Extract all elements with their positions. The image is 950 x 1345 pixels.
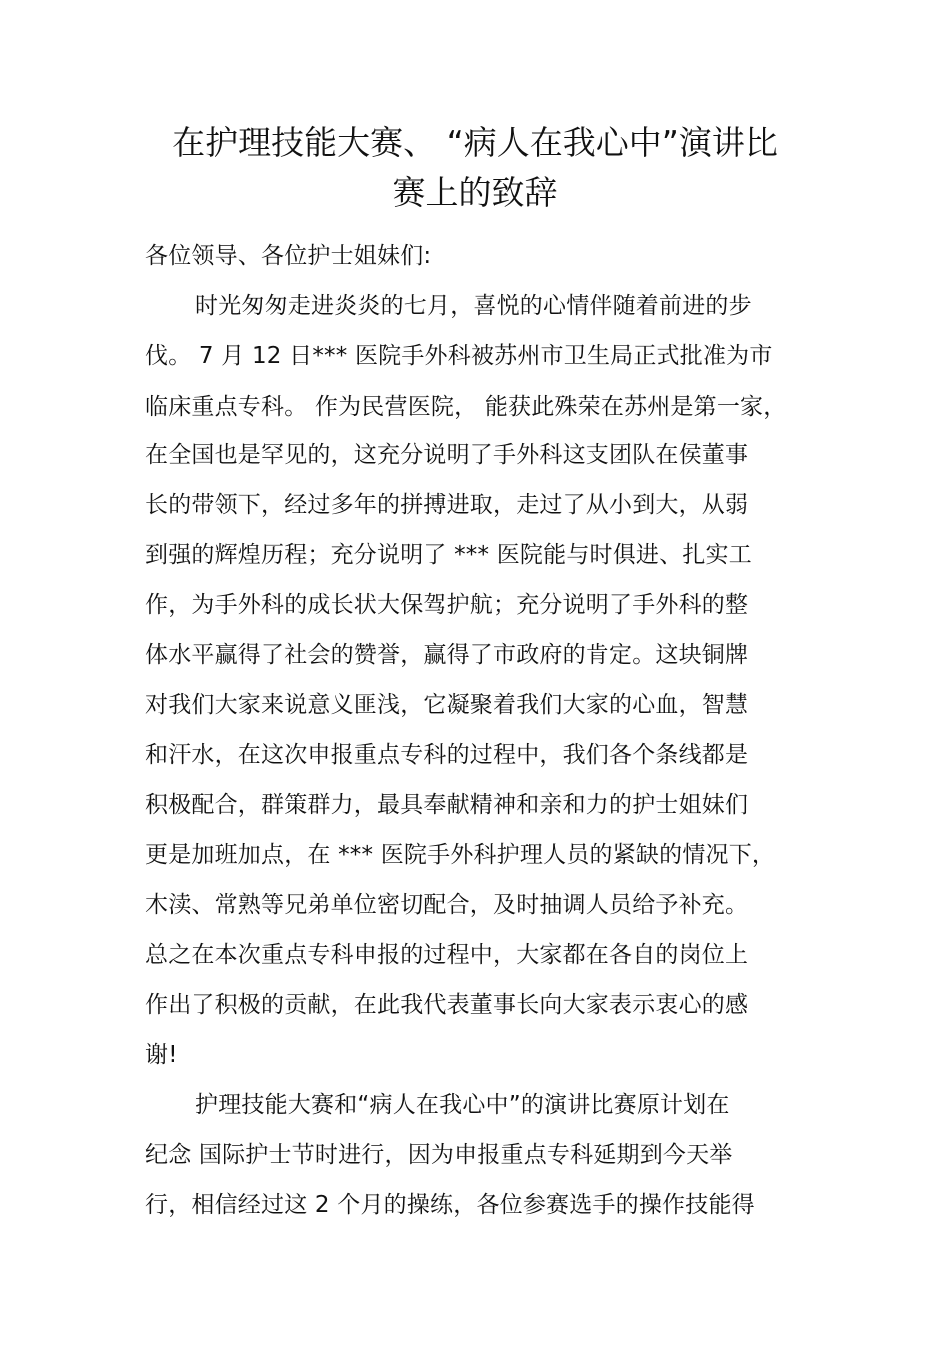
paragraph-line: 积极配合，群策群力，最具奉献精神和亲和力的护士姐妹们: [145, 792, 749, 818]
paragraph-line: 作，为手外科的成长状大保驾护航；充分说明了手外科的整: [145, 592, 749, 618]
paragraph-line: 在全国也是罕见的，这充分说明了手外科这支团队在侯董事: [145, 442, 749, 468]
paragraph-line: 总之在本次重点专科申报的过程中，大家都在各自的岗位上: [145, 942, 749, 968]
paragraph-line: 行，相信经过这 2 个月的操练，各位参赛选手的操作技能得: [145, 1192, 755, 1218]
paragraph-line: 作出了积极的贡献，在此我代表董事长向大家表示衷心的感: [145, 992, 749, 1018]
paragraph-line: 到强的辉煌历程；充分说明了 *** 医院能与时俱进、扎实工: [145, 542, 752, 568]
paragraph-line: 体水平赢得了社会的赞誉，赢得了市政府的肯定。这块铜牌: [145, 642, 749, 668]
paragraph-line: 和汗水，在这次申报重点专科的过程中，我们各个条线都是: [145, 742, 749, 768]
paragraph-line: 对我们大家来说意义匪浅，它凝聚着我们大家的心血，智慧: [145, 692, 749, 718]
paragraph-line: 纪念 国际护士节时进行，因为申报重点专科延期到今天举: [145, 1142, 733, 1168]
document-title-line-1: 在护理技能大赛、 “病人在我心中”演讲比: [172, 123, 778, 162]
paragraph-line: 临床重点专科。 作为民营医院， 能获此殊荣在苏州是第一家，: [145, 394, 787, 420]
salutation: 各位领导、各位护士姐妹们:: [145, 243, 432, 269]
paragraph-line: 谢!: [145, 1042, 178, 1068]
paragraph-line: 木渎、常熟等兄弟单位密切配合，及时抽调人员给予补充。: [145, 892, 749, 918]
paragraph-line: 更是加班加点，在 *** 医院手外科护理人员的紧缺的情况下，: [145, 842, 776, 868]
paragraph-line: 时光匆匆走进炎炎的七月，喜悦的心情伴随着前进的步: [195, 293, 752, 319]
document-title-line-2: 赛上的致辞: [392, 173, 558, 212]
paragraph-line: 护理技能大赛和“病人在我心中”的演讲比赛原计划在: [195, 1092, 730, 1118]
paragraph-line: 伐。 7 月 12 日*** 医院手外科被苏州市卫生局正式批准为市: [145, 343, 773, 369]
paragraph-line: 长的带领下，经过多年的拼搏进取，走过了从小到大，从弱: [145, 492, 749, 518]
